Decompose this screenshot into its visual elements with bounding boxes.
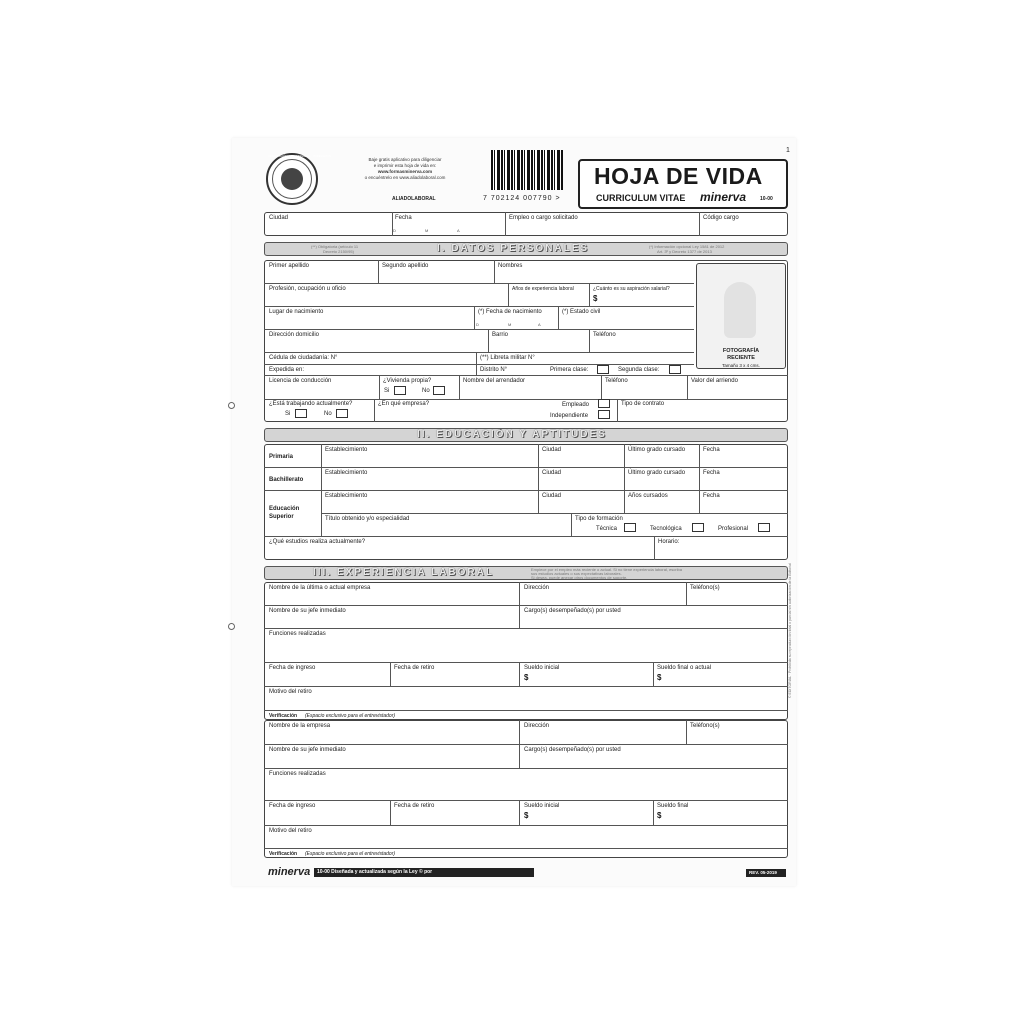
licencia-label: Licencia de conducción	[269, 378, 332, 384]
footer-band: 10-00 Diseñada y actualizada según la Ley © por	[314, 868, 534, 877]
seal-logo: FEDERACIÓN INDUSTRIALES · PAPELEROS	[266, 153, 318, 205]
tipo-formacion-label: Tipo de formación	[575, 516, 623, 522]
trabajando-no-checkbox[interactable]	[336, 409, 348, 418]
vivienda-si-checkbox[interactable]	[394, 386, 406, 395]
aliado-laboral-logo: ALIADOLABORAL	[392, 196, 436, 202]
barcode-number: 7 702124 007790 >	[483, 195, 561, 202]
tecnica-checkbox[interactable]	[624, 523, 636, 532]
independiente-checkbox[interactable]	[598, 410, 610, 419]
section-1-title: I. DATOS PERSONALES	[437, 243, 590, 254]
independiente-label: Independiente	[550, 413, 589, 419]
codigo-field[interactable]	[704, 223, 784, 233]
form-page: 1 FEDERACIÓN INDUSTRIALES · PAPELEROS Baje gratis aplicativo para diligenciar e imprimir esta hoja de vida en: www.formasminerva.com o encuéntrelo en www.aliadolaboral.com ALIADOLABORAL 7 702124 007790 > HOJA DE VIDA CURRICULUM VITAE minerva 10-00 Ciudad Fecha D M A Empleo o cargo solicitado Código cargo (**) Obligatoria (artículo 11 Decreto 2150/95) I. DATOS PERSONALES (*) Información opcional Ley 1581 de 2012 Art. 3º y Decreto 1377 de 2013 FOTOGRAFÍA RECIENTE Tamaño 3 x 4 cms. Primer apellido Segundo apellido Nombres Profesión, ocupación u oficio Años de experiencia laboral ¿Cuánto es su aspiración salarial? $ Lugar de nacimiento (*) Fecha de nacimiento D M A (*) Estado civil Dirección domicilio Barrio Teléfono Cédula de ciudadanía: N° (**) Libreta militar N° Expedida en: Distrito N° Primera clase: Segunda clase: Licencia de conducción ¿Vivienda propia? Si No Nombre del arrendador Teléfono Valor del arriendo ¿Está trabajando actualmente? Si No ¿En qué empresa? Empleado Independiente Tipo de contrato II. EDUCACIÓN Y APTITUDES Primaria Bachillerato Educación Superior Establecimiento Ciudad Último grado cursado Fecha Establecimiento Ciudad Último grado cursado Fecha Establecimiento Ciudad Años cursados Fecha Título obtenido y/o especialidad Tipo de formación Técnica Tecnológica Profesional ¿Qué estudios realiza actualmente? Horario: III. EXPERIENCIA LABORAL Empiece por el empleo más reciente o actual. Si no tiene experiencia laboral, escriba sus estudios actuales o sus expectativas laborales. Si desea, puede anexar otros documentos de soporte. Nombre de la última o actual empresa Dirección Teléfono(s) Nombre de su jefe inmediato Cargo(s) desempeñado(s) por usted Funciones realizadas Fecha de ingreso Fecha de retiro Sueldo inicial $ Sueldo final o actual $ Motivo del retiro Verificación (Espacio exclusivo para el entrevistador) Nombre de la empresa Dirección Teléfono(s) Nombre de su jefe inmediato Cargo(s) desempeñado(s) por usted Funciones realizadas Fecha de ingreso Fecha de retiro Sueldo inicial $ Sueldo final $ Motivo del retiro Verificación (Espacio exclusivo para el entrevistador) © EDITORIAL · Prohibida su reproducción total o parcial sin autorización de la Editorial minerva 10-00 Diseñada y actualizada según la Ley © por REV. 05-2019	[232, 138, 796, 886]
direccion-label: Dirección domicilio	[269, 332, 320, 338]
experience-block-2	[264, 720, 788, 858]
valor-arriendo-label: Valor del arriendo	[691, 378, 738, 384]
ciudad-field[interactable]	[271, 223, 389, 233]
libreta-label: (**) Libreta militar N°	[480, 355, 535, 361]
segundo-apellido-label: Segundo apellido	[382, 263, 429, 269]
vivienda-no-checkbox[interactable]	[433, 386, 445, 395]
telefono-label: Teléfono	[593, 332, 616, 338]
empleado-label: Empleado	[562, 402, 590, 408]
minerva-brand: minerva	[700, 190, 747, 204]
bachillerato-label: Bachillerato	[269, 477, 304, 483]
segunda-clase-label: Segunda clase:	[618, 367, 660, 373]
nombres-label: Nombres	[498, 263, 523, 269]
arrendador-label: Nombre del arrendador	[463, 378, 526, 384]
barrio-label: Barrio	[492, 332, 509, 338]
primera-clase-label: Primera clase:	[550, 367, 589, 373]
horario-label: Horario:	[658, 539, 680, 545]
telefono-arrendador-label: Teléfono	[605, 378, 628, 384]
form-subtitle: CURRICULUM VITAE	[596, 193, 686, 203]
section-3-title: III. EXPERIENCIA LABORAL	[313, 567, 494, 578]
form-title: HOJA DE VIDA	[594, 163, 763, 189]
distrito-label: Distrito N°	[480, 367, 508, 373]
revision-badge: REV. 05-2019	[746, 869, 786, 877]
codigo-label: Código cargo	[703, 215, 739, 221]
silhouette-icon	[724, 282, 756, 338]
side-legal-text: © EDITORIAL · Prohibida su reproducción total o parcial sin autorización de la Editorial	[788, 563, 792, 698]
empleo-field[interactable]	[510, 223, 695, 233]
empleo-label: Empleo o cargo solicitado	[509, 215, 578, 221]
tecnologica-checkbox[interactable]	[692, 523, 704, 532]
fecha-nacimiento-label: (*) Fecha de nacimiento	[478, 309, 542, 315]
lugar-nacimiento-label: Lugar de nacimiento	[269, 309, 324, 315]
footer-brand: minerva	[268, 866, 311, 878]
primer-apellido-label: Primer apellido	[269, 263, 310, 269]
section-2-title: II. EDUCACIÓN Y APTITUDES	[417, 429, 607, 440]
section-3-header: III. EXPERIENCIA LABORAL Empiece por el empleo más reciente o actual. Si no tiene experiencia laboral, escriba sus estudios actuales o sus expectativas laborales. Si desea, puede anexar otros documentos de soporte.	[264, 566, 788, 580]
exp2-empresa-label: Nombre de la empresa	[269, 723, 331, 729]
anos-experiencia-label: Años de experiencia laboral	[512, 286, 574, 292]
exp1-empresa-label: Nombre de la última o actual empresa	[269, 585, 371, 591]
trabajando-si-checkbox[interactable]	[295, 409, 307, 418]
tipo-contrato-label: Tipo de contrato	[621, 401, 665, 407]
primera-clase-checkbox[interactable]	[597, 365, 609, 374]
vivienda-label: ¿Vivienda propia?	[383, 378, 432, 384]
section-1-header: (**) Obligatoria (artículo 11 Decreto 2150/95) I. DATOS PERSONALES (*) Información opcional Ley 1581 de 2012 Art. 3º y Decreto 1377 de 2013	[264, 242, 788, 256]
primaria-label: Primaria	[269, 454, 294, 460]
photo-box[interactable]: FOTOGRAFÍA RECIENTE Tamaño 3 x 4 cms.	[696, 263, 786, 369]
estudios-actuales-label: ¿Qué estudios realiza actualmente?	[269, 539, 366, 545]
empresa-actual-label: ¿En qué empresa?	[378, 401, 430, 407]
section-2-header	[264, 428, 788, 442]
trabajando-label: ¿Está trabajando actualmente?	[269, 401, 353, 407]
form-code: 10-00	[760, 196, 773, 202]
empleado-checkbox[interactable]	[598, 399, 610, 408]
barcode	[491, 150, 563, 190]
fecha-label: Fecha	[395, 215, 412, 221]
binder-hole	[228, 623, 235, 630]
aspiracion-label: ¿Cuánto es su aspiración salarial?	[593, 286, 670, 292]
download-instructions: Baje gratis aplicativo para diligenciar e imprimir esta hoja de vida en: www.formasminerva.com o encuéntrelo en www.aliadolaboral.com	[364, 157, 446, 180]
ciudad-label: Ciudad	[269, 215, 289, 221]
experience-block-1	[264, 582, 788, 720]
titulo-label: Título obtenido y/o especialidad	[325, 516, 410, 522]
cedula-label: Cédula de ciudadanía: N°	[269, 355, 338, 361]
segunda-clase-checkbox[interactable]	[669, 365, 681, 374]
expedida-label: Expedida en:	[269, 367, 305, 373]
estado-civil-label: (*) Estado civil	[562, 309, 601, 315]
educacion-superior-label: Educación	[269, 506, 300, 512]
profesional-checkbox[interactable]	[758, 523, 770, 532]
page-number: 1	[786, 147, 790, 154]
profesion-label: Profesión, ocupación u oficio	[269, 286, 346, 292]
binder-hole	[228, 402, 235, 409]
title-box	[578, 159, 788, 209]
